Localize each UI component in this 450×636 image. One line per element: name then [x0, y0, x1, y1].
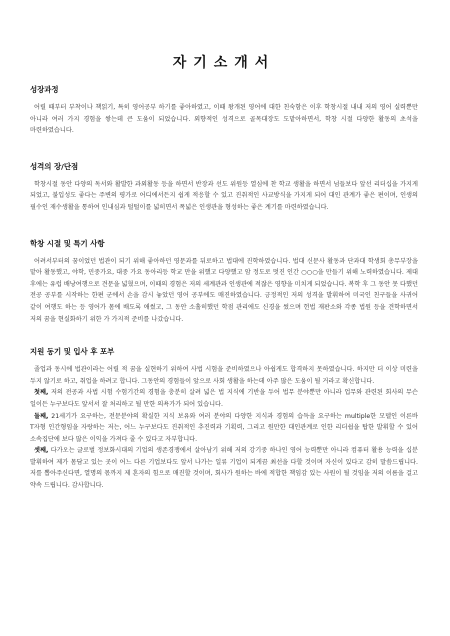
- point-text: 21세기가 요구하는, 전문분야의 확실한 지식 보유와 여러 분야의 다양한 지식과 경험의 습득을 요구하는 multiple한 모델인 이른바 T자형 인간형임을 자랑하는 저는, 어느 누구보다도 진취적인 추진력과 기획력, 그리고 원만한 대인관계로 인한 리더쉽을 탑한 발휘할 수 있어 소속집단에 보다 많은 이익을 가져다 줄 수 있다고 자부합니다.: [30, 412, 418, 443]
- point-label: 셋째,: [34, 447, 49, 455]
- point-label: 둘째,: [34, 412, 49, 420]
- section-heading: 지원 동기 및 입사 후 포부: [30, 347, 115, 357]
- section-heading: 학창 시절 및 특기 사항: [30, 238, 105, 248]
- point-first: [30, 387, 418, 410]
- section-school-life: [30, 239, 418, 326]
- section-motivation: [30, 347, 418, 492]
- section-paragraph: 학창시절 동안 다양의 독서와 활발한 과외활동 등을 하면서 반장과 선도 위원등 열심에 찬 학교 생활을 하면서 넘들보다 앞선 리더십을 가지게 되었고, 불입성도 좋다는 주변의 평가로 어디에서든지 쉽게 적응할 수 있고 진취적인 사교방식을 가지게 되어 대인 관계가 좋은 편이며, 인생의 필수인 재수생활을 통하여 인내심과 털털이를 넓히면서 폭넓은 인생관을 형성하는 좋은 계기를 마련하였습니다.: [30, 180, 418, 211]
- document-title: 자기소개서: [172, 55, 276, 71]
- section-paragraph: 어릴 때부터 부착이나 책읽기, 특히 영어공부 하기를 좋아하였고, 이때 왕개된 영어에 대한 친숙함은 이후 학창시절 내내 저의 영어 실력뿐만 아니라 여러 가지 경험을 쌓는데 큰 도움이 되었습니다. 외향적인 성격으로 골목대장도 도맡아하면서, 학창 시절 다양한 활동의 초석을 마련하였습니다.: [30, 104, 418, 135]
- point-second: [30, 411, 418, 446]
- section-personality: [30, 162, 418, 214]
- point-third: [30, 445, 418, 491]
- section-paragraph: 졸업과 동시에 법관이라는 어릴 적 꿈을 실현하기 위하여 사법 시험을 준비하였으나 아쉽게도 합격하지 못하였습니다. 하지만 더 이상 미련을 두지 않기로 하고, 취업을 하려고 합니다. 그동안의 경험들이 앞으로 사회 생활을 하는데 아주 많은 도움이 될 거라고 확신합니다.: [30, 366, 418, 385]
- point-text: 저의 전공과 사법 시험 수험기간의 경험을 충분히 살려 넓은 법 지식에 기반을 두어 법무 분야뿐만 아니라 업무와 관련된 회사의 무슨 일이든 누구보다도 앞서서 잘 처리하고 될 만한 의욕가가 되어 있습니다.: [30, 389, 418, 408]
- point-text: 다가오는 글로벌 정보화시대의 기업의 생존경쟁에서 살아남기 위해 저의 강기중 하나인 영어 능력뿐만 아니라 컴퓨터 활용 능력을 십분 발휘하여 제가 몸담고 있는 곳이 어느 다른 기업보다도 앞서 나가는 일류 기업이 되게끔 최선을 다할 것이며 자신이 있다고 감히 말씀드립니다. 저를 뽑아주신다면, 열명의 몫까지 제 혼자의 힘으로 매진할 것이며, 회사가 원하는 바에 적합한 책임감 있는 사원이 될 것임을 저의 이름을 걸고 약속 드립니다. 감사합니다.: [30, 447, 418, 490]
- section-paragraph: 어려서부터의 꿈이었던 법관이 되기 위해 좋아하던 영문과를 뒤로하고 법대에 진학하였습니다. 법대 신문사 활동과 단과대 학생회 총무부장을 맡아 활동했고, 야학, 민중가요, 대중 가요 동아리등 학교 만을 위했고 다양했고 암 정도로 멋진 인간 ○○○을 만들기 위해 노력하였습니다. 제대 후에는 유럽 배낭여행으로 견문을 넓혔으며, 이때의 경험은 저의 세계관과 인생관에 적잖은 영향을 미치게 되었습니다. 복학 후 그 동안 못 다했던 전공 공부를 시작하는 한편 군에서 손을 감시 놓았던 영어 공부에도 매진하였습니다. 긍정적인 저의 성격을 발휘하여 미국인 친구들을 사귀어 같이 여행도 하는 등 영어가 몸에 배도록 애썼고, 그 동안 소홀히했던 학점 관리에도 신경을 썼으며 헌법 재판소와 각종 법원 등을 견학하면서 저의 꿈을 현실화하기 위한 가 가지적 준비를 나갔습니다.: [30, 257, 418, 323]
- point-label: 첫째,: [34, 389, 49, 397]
- section-heading: 성격의 장/단점: [30, 161, 79, 171]
- section-growth: [30, 85, 418, 137]
- section-heading: 성장과정: [30, 85, 59, 94]
